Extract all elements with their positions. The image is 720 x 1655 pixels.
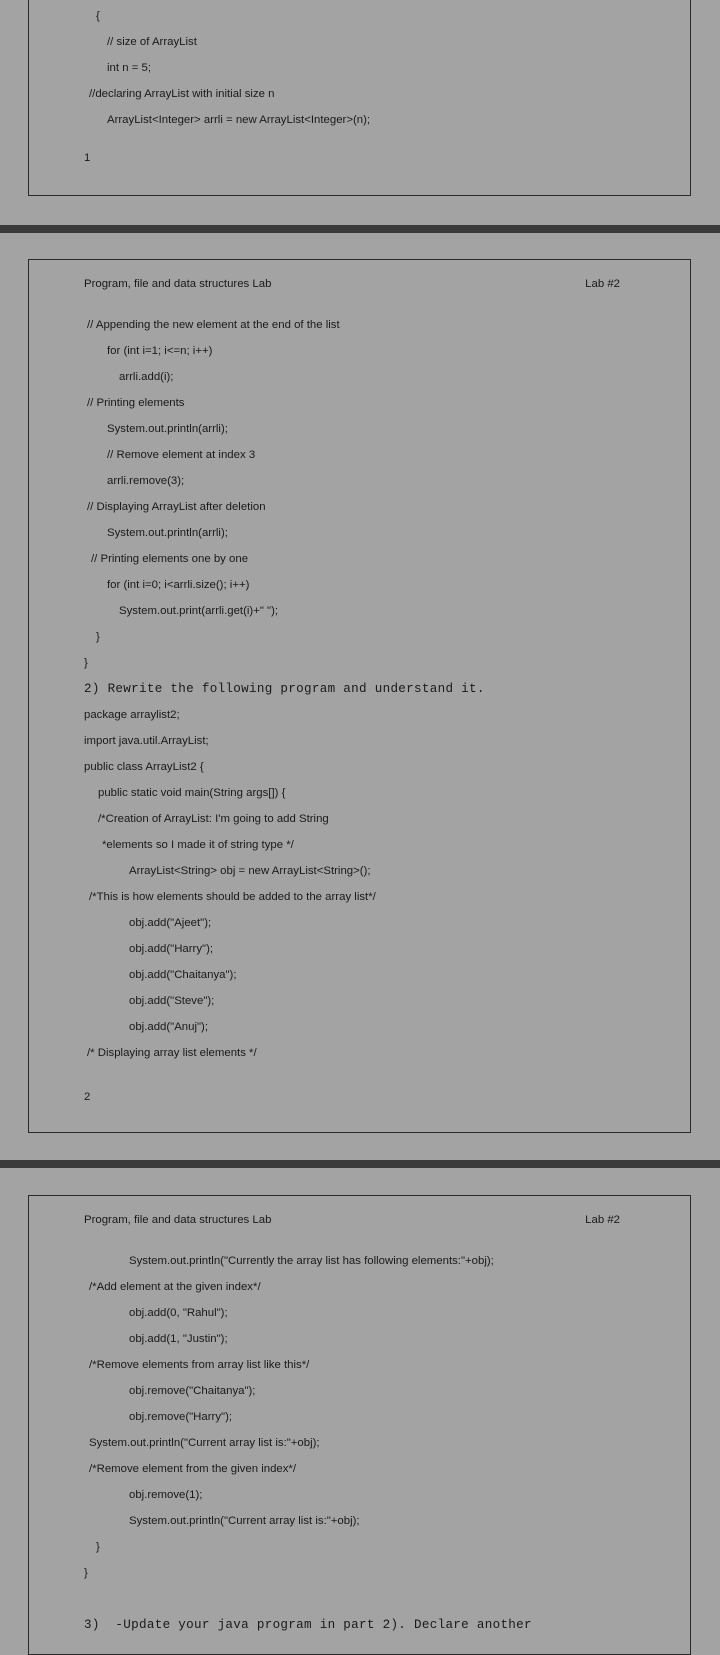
code-comment: /* Displaying array list elements */ xyxy=(87,1047,257,1059)
code-line: System.out.println("Current array list is:"+obj); xyxy=(129,1515,360,1527)
code-line: } xyxy=(96,631,100,643)
code-comment: /*Creation of ArrayList: I'm going to add String xyxy=(98,813,329,825)
code-line: obj.add("Harry"); xyxy=(129,943,214,955)
code-line: System.out.println(arrli); xyxy=(107,423,228,435)
exercise-heading: 2) Rewrite the following program and understand it. xyxy=(84,682,485,696)
code-line: } xyxy=(84,657,88,669)
code-line: obj.remove("Chaitanya"); xyxy=(129,1385,256,1397)
code-line: System.out.println("Currently the array list has following elements:"+obj); xyxy=(129,1255,494,1267)
code-line: System.out.println(arrli); xyxy=(107,527,228,539)
code-comment: // Printing elements one by one xyxy=(91,553,249,565)
code-line: int n = 5; xyxy=(107,62,152,74)
code-comment: // Displaying ArrayList after deletion xyxy=(87,501,266,513)
code-comment: /*This is how elements should be added to the array list*/ xyxy=(89,891,376,903)
code-line: ArrayList<Integer> arrli = new ArrayList<Integer>(n); xyxy=(107,114,371,126)
code-line: System.out.println("Current array list is:"+obj); xyxy=(89,1437,320,1449)
page-header-lab: Lab #2 xyxy=(585,1214,620,1226)
code-line: obj.add("Chaitanya"); xyxy=(129,969,237,981)
code-line: package arraylist2; xyxy=(84,709,180,721)
exercise-heading: 3) -Update your java program in part 2). Declare another xyxy=(84,1618,532,1632)
page-separator xyxy=(0,1160,720,1168)
page-header-lab: Lab #2 xyxy=(585,278,620,290)
code-comment: // size of ArrayList xyxy=(107,36,197,48)
page-3 xyxy=(28,1195,691,1655)
code-line: arrli.add(i); xyxy=(119,371,174,383)
code-line: } xyxy=(96,1541,100,1553)
code-line: arrli.remove(3); xyxy=(107,475,185,487)
code-line: obj.remove("Harry"); xyxy=(129,1411,233,1423)
code-comment: /*Remove elements from array list like this*/ xyxy=(89,1359,310,1371)
code-line: obj.add("Anuj"); xyxy=(129,1021,209,1033)
code-line: obj.add("Ajeet"); xyxy=(129,917,212,929)
code-comment: // Printing elements xyxy=(87,397,185,409)
code-line: } xyxy=(84,1567,88,1579)
code-line: obj.add(1, "Justin"); xyxy=(129,1333,228,1345)
page-header-title: Program, file and data structures Lab xyxy=(84,1214,272,1226)
page-header-title: Program, file and data structures Lab xyxy=(84,278,272,290)
code-line: ArrayList<String> obj = new ArrayList<String>(); xyxy=(129,865,371,877)
code-comment: // Remove element at index 3 xyxy=(107,449,256,461)
code-comment: /*Add element at the given index*/ xyxy=(89,1281,261,1293)
page-separator xyxy=(0,225,720,233)
page-1 xyxy=(28,0,691,196)
code-line: public static void main(String args[]) { xyxy=(98,787,286,799)
code-comment: *elements so I made it of string type */ xyxy=(102,839,294,851)
code-line: obj.add("Steve"); xyxy=(129,995,215,1007)
code-comment: //declaring ArrayList with initial size n xyxy=(89,88,275,100)
code-comment: /*Remove element from the given index*/ xyxy=(89,1463,297,1475)
code-line: obj.remove(1); xyxy=(129,1489,203,1501)
code-line: System.out.print(arrli.get(i)+" "); xyxy=(119,605,279,617)
code-line: { xyxy=(96,10,100,22)
code-line: for (int i=1; i<=n; i++) xyxy=(107,345,213,357)
code-line: public class ArrayList2 { xyxy=(84,761,204,773)
code-line: obj.add(0, "Rahul"); xyxy=(129,1307,228,1319)
page-number: 1 xyxy=(84,152,91,164)
page-number: 2 xyxy=(84,1091,91,1103)
code-line: import java.util.ArrayList; xyxy=(84,735,209,747)
page-2 xyxy=(28,259,691,1133)
code-line: for (int i=0; i<arrli.size(); i++) xyxy=(107,579,250,591)
code-comment: // Appending the new element at the end of the list xyxy=(87,319,340,331)
